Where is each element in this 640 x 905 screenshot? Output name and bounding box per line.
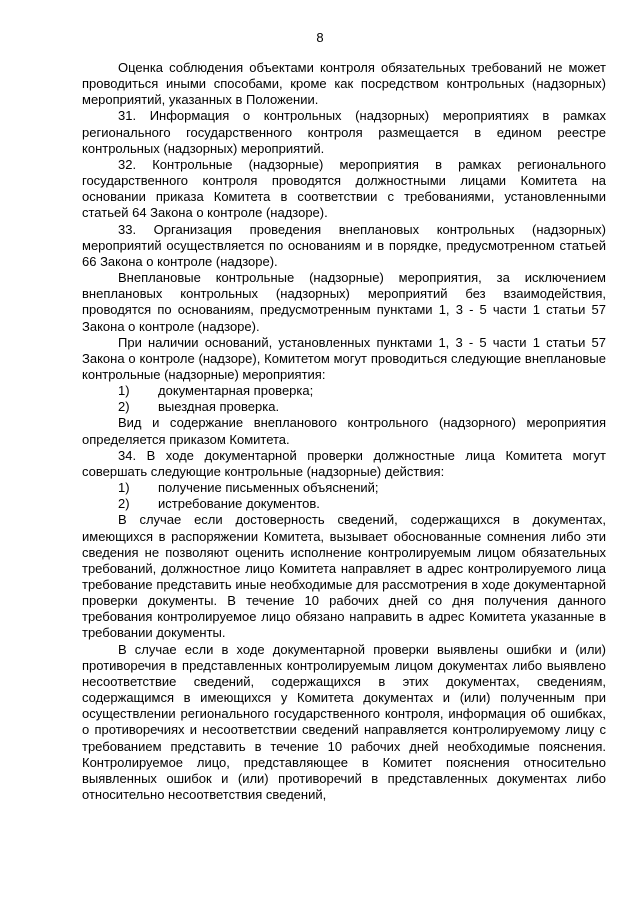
list-item-text: истребование документов. <box>158 496 320 512</box>
paragraph-clause-33: 33. Организация проведения внеплановых контрольных (надзорных) мероприятий осуществляется по основаниям и в порядке, предусмотренном статьей 66 Закона о контроле (надзоре). <box>82 221 606 269</box>
list-item-text: получение письменных объяснений; <box>158 480 379 496</box>
list-item-text: документарная проверка; <box>158 383 314 399</box>
paragraph: В случае если в ходе документарной проверки выявлены ошибки и (или) противоречия в представленных контролируемым лицом документах либо выявлено несоответствие сведений, содержащихся в этих документах, сведениям, содержащимся в имеющихся у Комитета документах и (или) полученным при осуществлении регионального государственного контроля, информация об ошибках, о противоречиях и несоответствии сведений направляется контролируемому лицу с требованием представить в течение 10 рабочих дней необходимые пояснения. Контролируемое лицо, представляющее в Комитет пояснения относительно выявленных ошибок и (или) противоречий в представленных документах либо относительно несоответствия сведений, <box>82 641 606 803</box>
list-item-number: 2) <box>118 496 130 512</box>
list-item-text: выездная проверка. <box>158 399 280 415</box>
paragraph: Вид и содержание внепланового контрольного (надзорного) мероприятия определяется приказом Комитета. <box>82 415 606 447</box>
list-item <box>82 496 606 512</box>
paragraph-clause-31: 31. Информация о контрольных (надзорных) мероприятиях в рамках регионального государственного контроля размещается в едином реестре контрольных (надзорных) мероприятий. <box>82 108 606 156</box>
page-number: 8 <box>316 30 324 45</box>
paragraph: При наличии оснований, установленных пунктами 1, 3 - 5 части 1 статьи 57 Закона о контроле (надзоре), Комитетом могут проводиться следующие внеплановые контрольные (надзорные) мероприятия: <box>82 334 606 382</box>
paragraph: Внеплановые контрольные (надзорные) мероприятия, за исключением внеплановых контрольных (надзорных) мероприятий без взаимодействия, проводятся по основаниям, предусмотренным пунктами 1, 3 - 5 части 1 статьи 57 Закона о контроле (надзоре). <box>82 270 606 334</box>
paragraph-clause-34: 34. В ходе документарной проверки должностные лица Комитета могут совершать следующие контрольные (надзорные) действия: <box>82 447 606 479</box>
paragraph-clause-32: 32. Контрольные (надзорные) мероприятия в рамках регионального государственного контроля проводятся должностными лицами Комитета на основании приказа Комитета в соответствии с требованиями, установленными статьей 64 Закона о контроле (надзоре). <box>82 156 606 221</box>
list-item <box>82 399 606 415</box>
paragraph: Оценка соблюдения объектами контроля обязательных требований не может проводиться иными способами, кроме как посредством контрольных (надзорных) мероприятий, указанных в Положении. <box>82 60 606 108</box>
list-item <box>82 383 606 399</box>
list-item-number: 1) <box>118 480 130 496</box>
list-item-number: 1) <box>118 383 130 399</box>
paragraph: В случае если достоверность сведений, содержащихся в документах, имеющихся в распоряжении Комитета, вызывает обоснованные сомнения либо эти сведения не позволяют оценить исполнение контролируемым лицом обязательных требований, должностное лицо Комитета направляет в адрес контролируемого лица требование представить иные необходимые для рассмотрения в ходе документарной проверки документы. В течение 10 рабочих дней со дня получения данного требования контролируемое лицо обязано направить в адрес Комитета указанные в требовании документы. <box>82 512 606 641</box>
list-item <box>82 480 606 496</box>
document-body <box>82 60 606 803</box>
list-item-number: 2) <box>118 399 130 415</box>
